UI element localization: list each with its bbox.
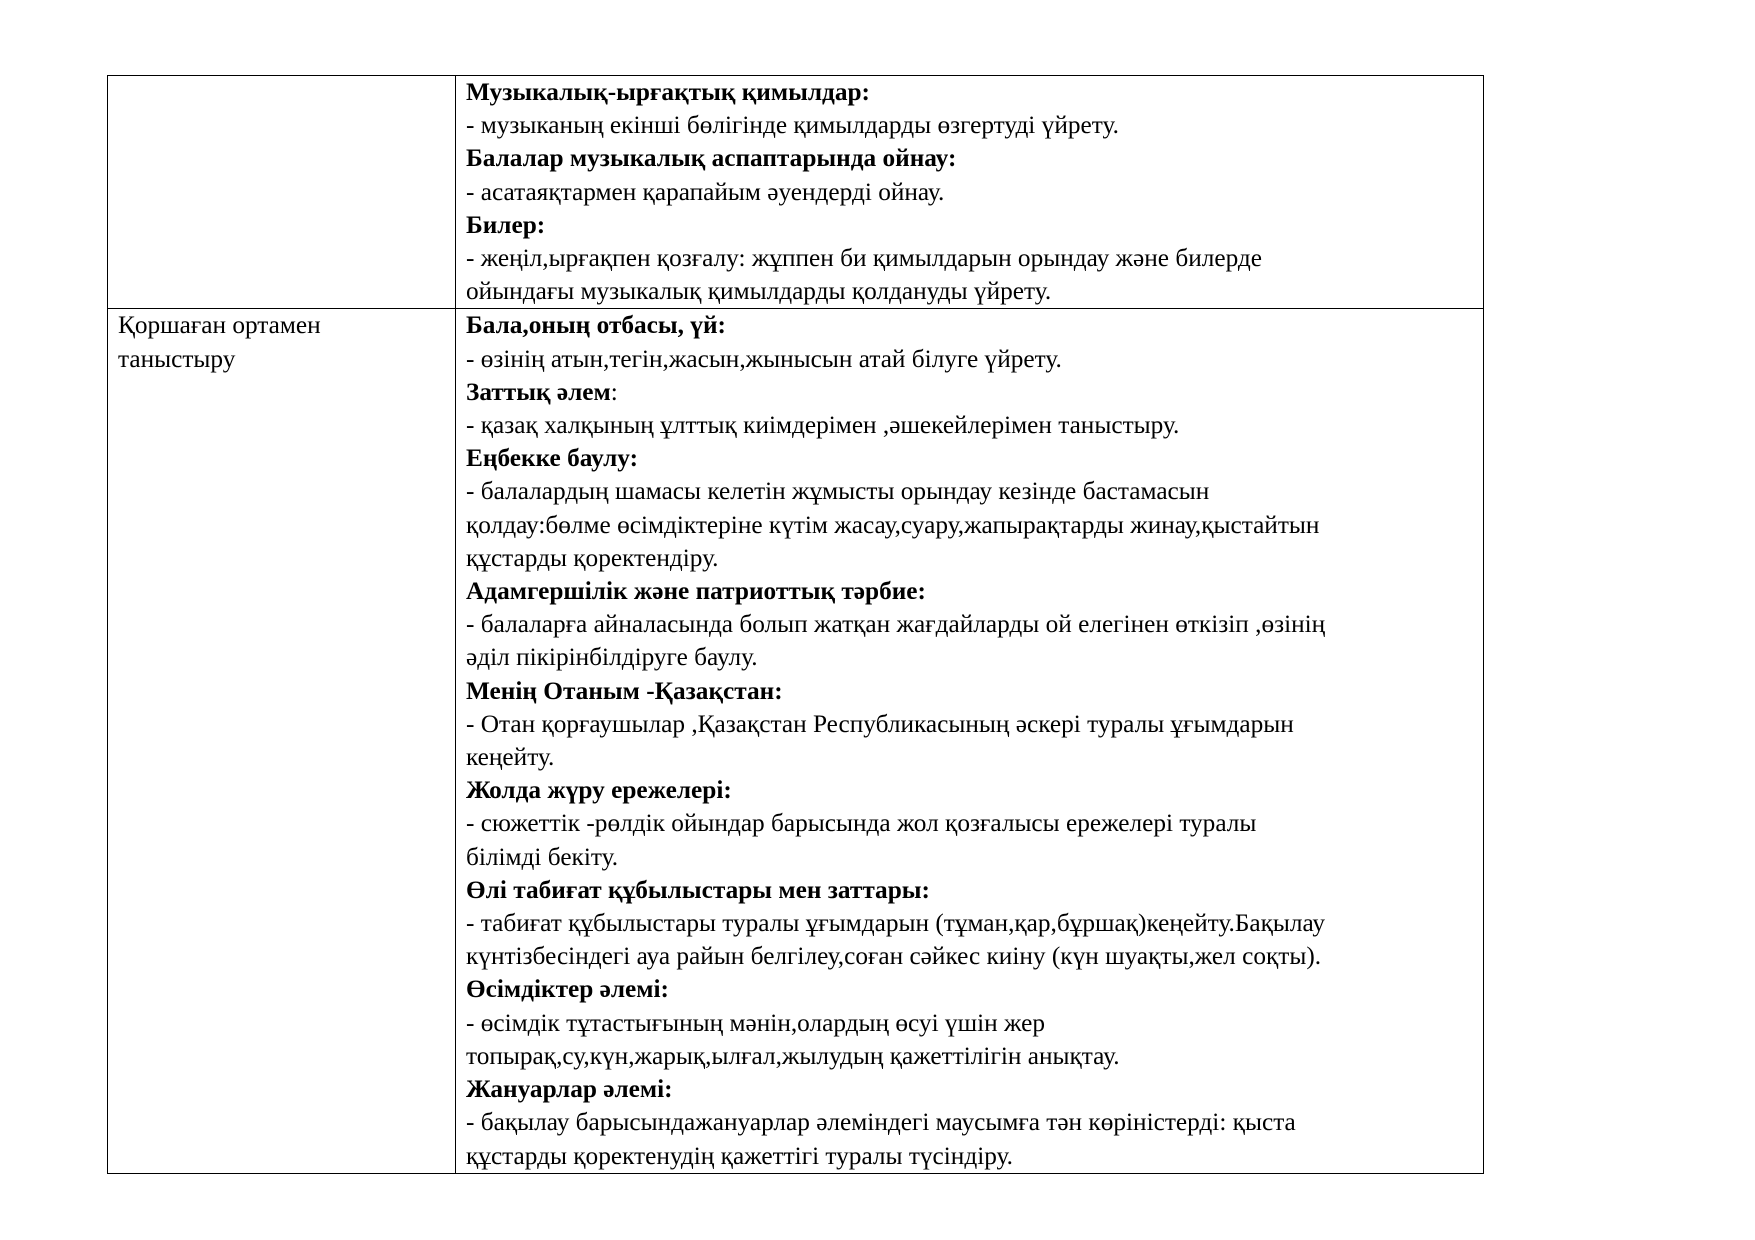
content-line: - өсімдік тұтастығының мәнін,олардың өсуі үшін жер bbox=[466, 1008, 1045, 1037]
table-row bbox=[108, 76, 1484, 309]
content-line: - музыканың екінші бөлігінде қимылдарды өзгертуді үйрету. bbox=[466, 111, 1119, 140]
content-line: - табиғат құбылыстары туралы ұғымдарын (тұман,қар,бұршақ)кеңейту.Бақылау bbox=[466, 909, 1326, 938]
section-heading: Еңбекке баулу: bbox=[466, 444, 639, 473]
section-heading: Адамгершілік және патриоттық тәрбие: bbox=[466, 577, 926, 606]
content-cell bbox=[456, 76, 1484, 309]
content-line: - өзінің атын,тегін,жасын,жынысын атай білуге үйрету. bbox=[466, 344, 1062, 373]
section-heading: Музыкалық-ырғақтық қимылдар: bbox=[466, 78, 870, 106]
area-label-line: Қоршаған ортамен bbox=[118, 311, 321, 340]
curriculum-table bbox=[107, 75, 1484, 1174]
section-heading: Балалар музыкалық аспаптарында ойнау: bbox=[466, 144, 957, 173]
area-label-line: таныстыру bbox=[118, 344, 236, 373]
section-heading-text: Заттық әлем bbox=[466, 377, 611, 406]
section-heading: Менің Отаным -Қазақстан: bbox=[466, 676, 783, 705]
content-line: - Отан қорғаушылар ,Қазақстан Республикасының әскері туралы ұғымдарын bbox=[466, 709, 1294, 738]
section-heading: Бала,оның отбасы, үй: bbox=[466, 311, 726, 340]
content-line: - асатаяқтармен қарапайым әуендерді ойнау. bbox=[466, 177, 945, 206]
content-line: құстарды қоректенудің қажеттігі туралы түсіндіру. bbox=[466, 1141, 1013, 1170]
area-cell bbox=[108, 76, 456, 309]
content-line: білімді бекіту. bbox=[466, 842, 619, 871]
section-heading bbox=[466, 376, 1473, 409]
section-heading: Жануарлар әлемі: bbox=[466, 1075, 673, 1104]
content-line: - балалардың шамасы келетін жұмысты орындау кезінде бастамасын bbox=[466, 477, 1210, 506]
content-line: қолдау:бөлме өсімдіктеріне күтім жасау,суару,жапырақтарды жинау,қыстайтын bbox=[466, 510, 1320, 539]
section-heading: Өлі табиғат құбылыстары мен заттары: bbox=[466, 875, 930, 904]
table-body bbox=[108, 76, 1484, 1174]
content-line: - жеңіл,ырғақпен қозғалу: жұппен би қимылдарын орындау және билерде bbox=[466, 244, 1263, 273]
content-line: - бақылау барысындажануарлар әлеміндегі маусымға тән көріністерді: қыста bbox=[466, 1108, 1296, 1137]
content-line: құстарды қоректендіру. bbox=[466, 543, 719, 572]
section-heading: Жолда жүру ережелері: bbox=[466, 776, 732, 805]
content-line: әділ пікірінбілдіруге баулу. bbox=[466, 643, 758, 672]
section-heading-colon: : bbox=[610, 377, 618, 406]
content-cell bbox=[456, 309, 1484, 1173]
section-heading: Өсімдіктер әлемі: bbox=[466, 975, 669, 1004]
table-row bbox=[108, 309, 1484, 1173]
content-line: - сюжеттік -рөлдік ойындар барысында жол қозғалысы ережелері туралы bbox=[466, 809, 1257, 838]
content-line: ойындағы музыкалық қимылдарды қолдануды үйрету. bbox=[466, 277, 1052, 306]
area-cell bbox=[108, 309, 456, 1173]
content-line: - қазақ халқының ұлттық киімдерімен ,әшекейлерімен таныстыру. bbox=[466, 411, 1180, 440]
content-line: топырақ,су,күн,жарық,ылғал,жылудың қажеттілігін анықтау. bbox=[466, 1041, 1120, 1070]
content-line: кеңейту. bbox=[466, 743, 555, 772]
section-heading: Билер: bbox=[466, 210, 546, 239]
content-line: - балаларға айналасында болып жатқан жағдайларды ой елегінен өткізіп ,өзінің bbox=[466, 610, 1326, 639]
content-line: күнтізбесіндегі ауа райын белгілеу,соған сәйкес киіну (күн шуақты,жел соқты). bbox=[466, 942, 1322, 971]
